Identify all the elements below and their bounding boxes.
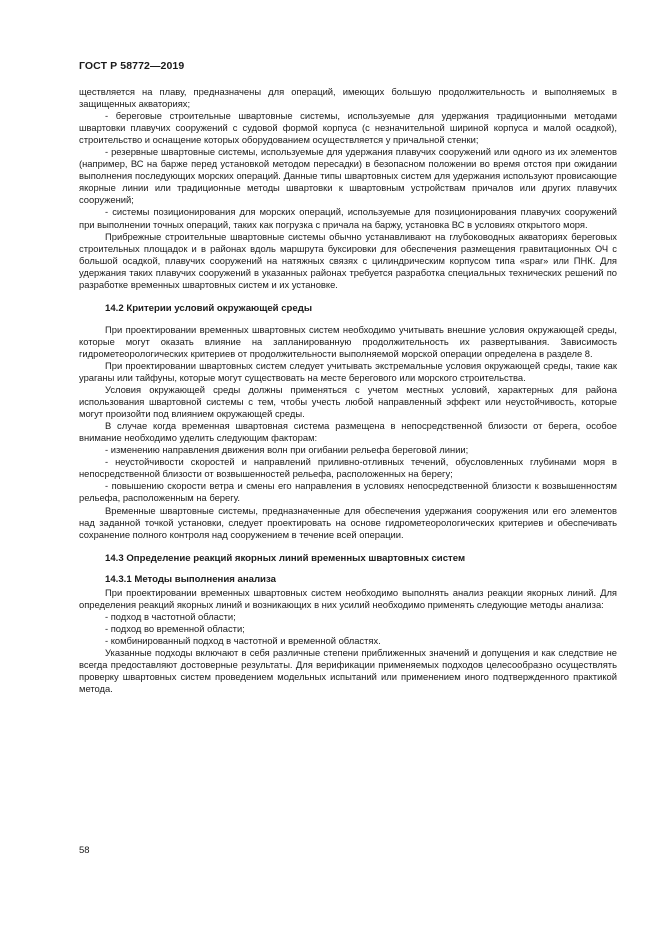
- section-heading-14-3: 14.3 Определение реакций якорных линий временных швартовных систем: [105, 552, 466, 564]
- page-number: 58: [79, 845, 90, 856]
- paragraph: Прибрежные строительные швартовные системы обычно устанавливают на глубоководных акваториях береговых строительных площадок и в районах вдоль маршрута буксировки для обеспечения размещения гравитационных ОЧ с большой осадкой, плавучих сооружений на натяжных связях с цилиндрическим корпусом типа «spar» или ПНК. Для удержания таких плавучих сооружений в указанных районах требуется разработка специальных технических решений по разработке временных швартовных систем и их установке.: [79, 230, 617, 290]
- paragraph: При проектировании швартовных систем следует учитывать экстремальные условия окружающей среды, такие как ураганы или тайфуны, которые могут существовать на месте берегового или морского строительства.: [79, 359, 617, 383]
- list-item: - подход в частотной области;: [105, 610, 236, 622]
- paragraph: Условия окружающей среды должны применяться с учетом местных условий, характерных для района использования швартовной системы с тем, чтобы учесть любой направленный эффект или неустойчивость, которые могут произойти под влиянием окружающей среды.: [79, 384, 617, 420]
- paragraph: В случае когда временная швартовная система размещена в непосредственной близости от берега, особое внимание необходимо уделить следующим факторам:: [79, 420, 617, 444]
- paragraph: При проектировании временных швартовных систем необходимо выполнять анализ реакции якорных линий. Для определения реакций якорных линий и возникающих в них усилий необходимо применять следующие методы анализа:: [79, 586, 617, 610]
- paragraph: Указанные подходы включают в себя различные степени приближенных значений и допущения и как следствие не всегда предоставляют достоверные результаты. Для верификации применяемых подходов целесообразно осуществлять проверку швартовных систем проведением модельных испытаний или применением иного подтвержденного практикой метода.: [79, 646, 617, 695]
- standard-header: ГОСТ Р 58772—2019: [79, 60, 185, 72]
- list-item: - повышению скорости ветра и смены его направления в условиях непосредственной близости к возвышенностям рельефа, расположенным на берегу.: [79, 480, 617, 504]
- paragraph: - резервные швартовные системы, используемые для удержания плавучих сооружений или одного из их элементов (например, ВС на барже перед установкой методом пересадки) в безопасном положении во время отстоя при ожидании выполнения последующих морских операций. Данные типы швартовных систем для удержания используют провисающие якорные линии или традиционные методы швартовки к швартовным устройствам причалов или других плавучих сооружений;: [79, 146, 617, 206]
- paragraph: - системы позиционирования для морских операций, используемые для позиционирования плавучих сооружений при выполнении точных операций, таких как погрузка с причала на баржу, установка ВС в условиях открытого моря.: [79, 206, 617, 230]
- list-item: - изменению направления движения волн при огибании рельефа береговой линии;: [105, 444, 469, 456]
- list-item: - подход во временной области;: [105, 622, 245, 634]
- paragraph: - береговые строительные швартовные системы, используемые для удержания традиционными методами швартовки плавучих сооружений с судовой формой корпуса (с незначительной шириной корпуса и малой осадкой), строительство и оснащение которых оборудованием осуществляется у причальной стенки;: [79, 110, 617, 146]
- subsection-heading-14-3-1: 14.3.1 Методы выполнения анализа: [105, 573, 276, 585]
- list-item: - неустойчивости скоростей и направлений приливно-отливных течений, обусловленных глубинами моря в непосредственной близости от возвышенностей рельефа, расположенных на берегу;: [79, 456, 617, 480]
- paragraph: ществляется на плаву, предназначены для операций, имеющих большую продолжительность и выполняемых в защищенных акваториях;: [79, 86, 617, 110]
- paragraph: Временные швартовные системы, предназначенные для обеспечения удержания сооружения или его элементов над заданной точкой установки, следует проектировать на основе гидрометеорологических критериев и обеспечивать сохранение полного контроля над сооружением в течение всей операции.: [79, 504, 617, 540]
- section-heading-14-2: 14.2 Критерии условий окружающей среды: [105, 302, 313, 314]
- list-item: - комбинированный подход в частотной и временной областях.: [105, 634, 381, 646]
- document-page: [79, 60, 617, 695]
- paragraph: При проектировании временных швартовных систем необходимо учитывать внешние условия окружающей среды, которые могут оказать влияние на запланированную продолжительность их развертывания. Зависимость гидрометеорологических критериев от продолжительности выполняемой морской операции определена в разделе 8.: [79, 323, 617, 359]
